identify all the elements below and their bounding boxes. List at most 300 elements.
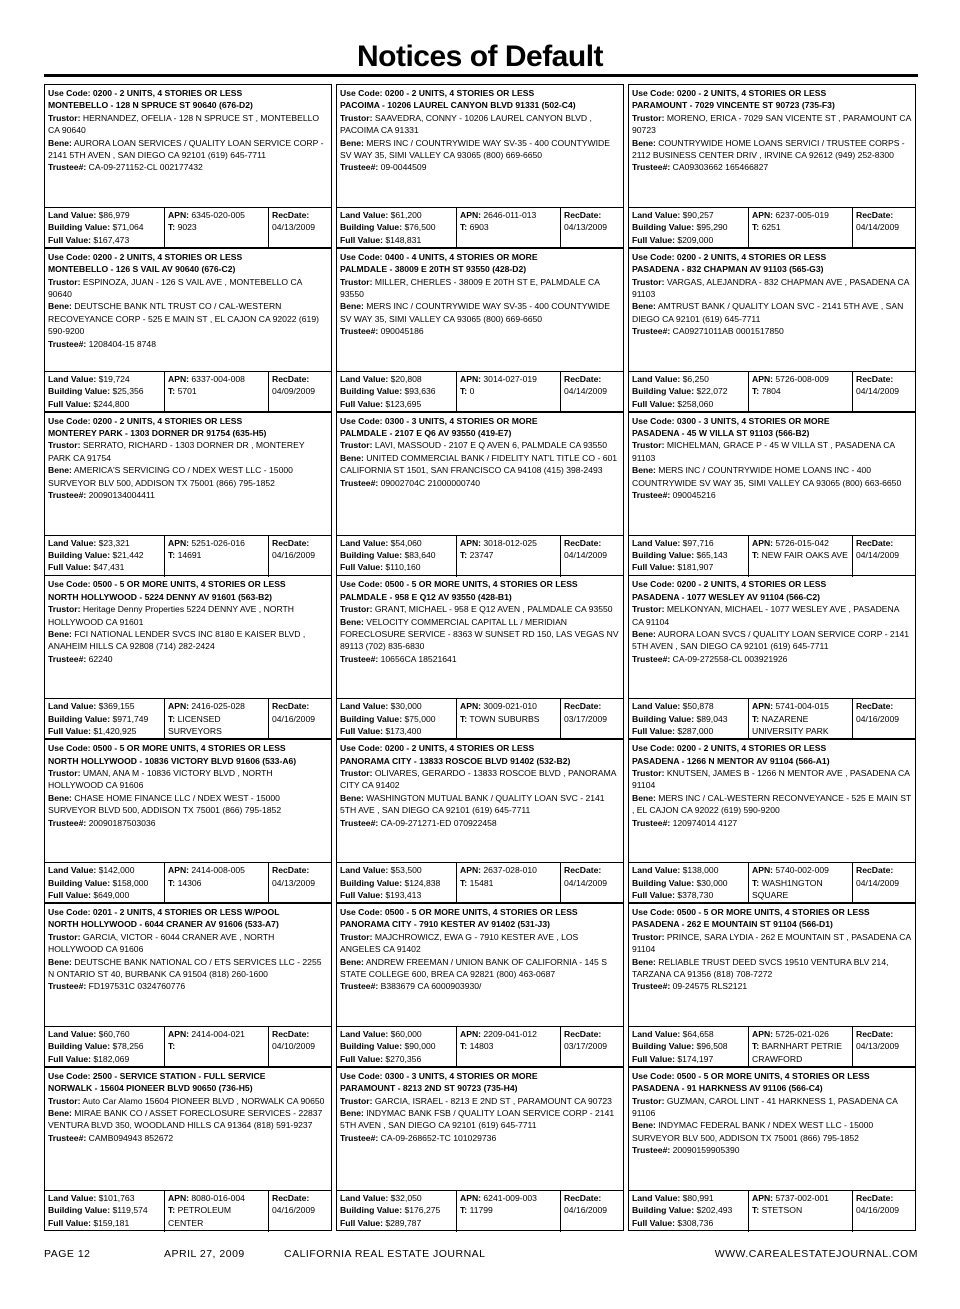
trustee-number: [632, 1144, 912, 1156]
tract: [460, 877, 558, 889]
tract-label: T:: [752, 1041, 760, 1052]
trustor-label: Trustor:: [48, 276, 81, 287]
beneficiary: [48, 792, 328, 817]
recdate-value: 04/14/2009: [564, 877, 608, 888]
notice-description: [340, 578, 620, 696]
use-code: Use Code: 0200 - 2 UNITS, 4 STORIES OR LESS: [632, 88, 827, 98]
building-value-value: $83,640: [404, 550, 436, 560]
beneficiary-value: UNITED COMMERCIAL BANK / FIDELITY NAT'L TITLE CO - 601 CALIFORNIA ST 1501, SAN FRANCISCO CA 94108 (415) 398-2493: [340, 452, 618, 476]
building-value: [632, 1040, 746, 1052]
trustee-number-label: Trustee#:: [48, 981, 87, 992]
building-value: [632, 1204, 746, 1216]
tract-value: TOWN SUBURBS: [469, 713, 540, 724]
tract-label: T:: [168, 550, 176, 560]
tract-label: T:: [752, 877, 760, 888]
trustor-value: KNUTSEN, JAMES B - 1266 N MENTOR AVE , PASADENA CA 91104: [632, 768, 910, 791]
full-value: [48, 234, 162, 246]
beneficiary: [340, 792, 620, 817]
recdate-cell: [561, 1191, 625, 1232]
apn-cell: [165, 1027, 269, 1068]
full-value: [48, 725, 162, 737]
trustee-number-value: 20090187503036: [88, 817, 156, 828]
tract-value: 6251: [761, 222, 781, 233]
recdate-cell: [269, 863, 333, 904]
recdate-value: 04/14/2009: [856, 386, 900, 397]
trustee-number-value: CA-09-272558-CL 003921926: [672, 653, 788, 664]
full-value-label: Full Value:: [340, 398, 383, 409]
notice-card: [336, 412, 624, 576]
trustor: [340, 276, 620, 301]
trustee-number: [48, 817, 328, 829]
tract: [460, 1040, 558, 1052]
land-value-value: $20,808: [390, 373, 422, 384]
page-footer: [44, 1248, 918, 1262]
building-value-value: $78,256: [112, 1041, 144, 1052]
apn-cell: [749, 1191, 853, 1232]
tract: [168, 1040, 266, 1052]
full-value-label: Full Value:: [632, 890, 675, 900]
trustor-label: Trustor:: [48, 768, 81, 778]
trustee-number-label: Trustee#:: [632, 326, 671, 337]
apn-cell: [749, 536, 853, 577]
land-value-value: $30,000: [390, 701, 422, 712]
trustee-number: [48, 338, 328, 350]
values-cell: [629, 863, 749, 904]
full-value-label: Full Value:: [48, 890, 91, 900]
trustee-number: [340, 325, 620, 337]
apn-value: 8080-016-004: [191, 1192, 245, 1203]
trustee-number: [632, 817, 912, 829]
property-address: PANORAMA CITY - 13833 ROSCOE BLVD 91402 (532-B2): [340, 755, 571, 766]
values-cell: [337, 1027, 457, 1068]
beneficiary-value: AURORA LOAN SVCS / QUALITY LOAN SERVICE CORP - 2141 5TH AVEN , SAN DIEGO CA 92101 (619) 645-7711: [632, 629, 910, 652]
land-value: [48, 373, 162, 385]
apn-label: APN:: [752, 210, 774, 220]
use-code: Use Code: 0200 - 2 UNITS, 4 STORIES OR LESS: [632, 251, 827, 262]
recdate-cell: [561, 699, 625, 740]
full-value: [48, 1053, 162, 1065]
recdate-value: 04/09/2009: [272, 386, 316, 397]
notice-description: [340, 1070, 620, 1188]
trustee-number: [340, 817, 620, 829]
values-cell: [629, 1027, 749, 1068]
trustor-label: Trustor:: [48, 112, 81, 123]
building-value-value: $65,143: [696, 550, 728, 560]
values-cell: [337, 699, 457, 740]
apn: [168, 373, 266, 385]
tract: [460, 713, 558, 725]
recdate-label: RecDate:: [856, 210, 894, 220]
full-value-value: $193,413: [385, 890, 422, 900]
recdate-value: 04/16/2009: [564, 1205, 608, 1216]
trustee-number-value: 09002704C 21000000740: [380, 477, 481, 488]
beneficiary-label: Bene:: [48, 301, 72, 312]
land-value-label: Land Value:: [48, 1029, 97, 1039]
notice-description: [48, 906, 328, 1024]
trustor-value: MILLER, CHERLES - 38009 E 20TH ST E, PALMDALE CA 93550: [340, 276, 600, 300]
notice-card: [336, 739, 624, 903]
trustee-number-value: FD197531C 0324760776: [88, 981, 186, 992]
recdate-cell: [269, 208, 333, 249]
trustor: [340, 1095, 620, 1107]
full-value-value: $308,736: [677, 1217, 714, 1228]
tract-value: LICENSED SURVEYORS: [168, 713, 222, 737]
apn: [752, 373, 850, 385]
tract-value: 5701: [177, 386, 197, 397]
full-value: [48, 561, 162, 573]
beneficiary: [632, 956, 912, 981]
tract-value: WASH1NGTON SQUARE: [752, 877, 823, 900]
full-value-label: Full Value:: [340, 1053, 383, 1064]
trustor-value: MELKONYAN, MICHAEL - 1077 WESLEY AVE , PASADENA CA 91104: [632, 604, 899, 627]
land-value: [48, 1028, 162, 1040]
footer-publication: CALIFORNIA REAL ESTATE JOURNAL: [284, 1248, 486, 1260]
trustor-label: Trustor:: [48, 1095, 81, 1106]
beneficiary: [632, 1119, 912, 1144]
recdate-label: RecDate:: [856, 373, 894, 384]
full-value-value: $287,000: [677, 726, 714, 737]
apn: [752, 209, 850, 221]
full-value: [340, 561, 454, 573]
building-value-label: Building Value:: [340, 877, 403, 888]
land-value-label: Land Value:: [632, 537, 681, 548]
notice-description: [340, 251, 620, 369]
property-address: MONTEBELLO - 126 S VAIL AV 90640 (676-C2): [48, 264, 236, 275]
tract: [460, 385, 558, 397]
beneficiary: [340, 452, 620, 477]
beneficiary: [632, 628, 912, 653]
values-cell: [45, 208, 165, 249]
land-value-value: $19,724: [98, 373, 130, 384]
beneficiary: [340, 616, 620, 653]
building-value-label: Building Value:: [632, 1205, 695, 1216]
apn-label: APN:: [752, 1192, 774, 1203]
trustee-number-value: 090045186: [380, 326, 424, 337]
trustor-label: Trustor:: [340, 440, 373, 451]
building-value-value: $25,356: [112, 386, 144, 397]
trustor: [340, 931, 620, 956]
notice-stats: [45, 698, 331, 740]
full-value-value: $1,420,925: [93, 726, 137, 737]
trustee-number-label: Trustee#:: [48, 338, 87, 349]
trustee-number-label: Trustee#:: [632, 981, 671, 992]
land-value: [340, 700, 454, 712]
apn-value: 5741-004-015: [775, 701, 829, 712]
recdate-cell: [853, 208, 917, 249]
beneficiary-value: INDYMAC BANK FSB / QUALITY LOAN SERVICE CORP - 2141 5TH AVEN , SAN DIEGO CA 92101 (619) 645-7711: [340, 1108, 615, 1131]
building-value-label: Building Value:: [340, 1205, 403, 1216]
apn-value: 2209-041-012: [483, 1029, 537, 1039]
notice-card: [628, 84, 916, 248]
trustee-number: [340, 477, 620, 489]
notice-card: [628, 575, 916, 739]
full-value-label: Full Value:: [48, 562, 91, 573]
full-value: [340, 1053, 454, 1065]
trustee-number-label: Trustee#:: [48, 653, 87, 664]
recdate-label: RecDate:: [272, 537, 310, 548]
apn: [168, 864, 266, 876]
recdate-value: 04/14/2009: [856, 550, 900, 560]
trustee-number-value: 62240: [88, 653, 113, 664]
beneficiary-label: Bene:: [340, 137, 364, 148]
apn-value: 5251-026-016: [191, 537, 245, 548]
apn-value: 2416-025-028: [191, 701, 245, 712]
tract-value: 14691: [177, 550, 202, 560]
tract-label: T:: [168, 222, 176, 233]
notice-stats: [45, 207, 331, 249]
apn-cell: [457, 1027, 561, 1068]
full-value-label: Full Value:: [340, 1217, 383, 1228]
building-value-value: $202,493: [696, 1205, 733, 1216]
land-value-value: $60,760: [98, 1029, 130, 1039]
land-value-value: $80,991: [682, 1192, 714, 1203]
apn-cell: [457, 863, 561, 904]
beneficiary-value: DEUTSCHE BANK NATIONAL CO / ETS SERVICES LLC - 2255 N ONTARIO ST 40, BURBANK CA 91504 (818) 260-1600: [48, 956, 322, 980]
trustor-label: Trustor:: [632, 440, 665, 451]
trustor-value: HERNANDEZ, OFELIA - 128 N SPRUCE ST , MONTEBELLO CA 90640: [48, 112, 320, 136]
recdate-cell: [561, 863, 625, 904]
trustor-label: Trustor:: [48, 604, 81, 615]
building-value: [340, 1204, 454, 1216]
full-value-value: $649,000: [93, 890, 130, 900]
full-value-label: Full Value:: [340, 562, 383, 573]
trustee-number-label: Trustee#:: [340, 477, 379, 488]
notice-stats: [45, 1190, 331, 1232]
tract-label: T:: [168, 386, 176, 397]
apn-label: APN:: [168, 373, 190, 384]
trustee-number: [340, 161, 620, 173]
trustee-number-value: CA09271011AB 0001517850: [672, 326, 784, 337]
tract-value: 11799: [469, 1205, 493, 1216]
trustee-number-value: 1208404-15 8748: [88, 338, 156, 349]
recdate-value: 04/16/2009: [272, 1205, 316, 1216]
trustee-number-label: Trustee#:: [340, 981, 379, 992]
trustor: [48, 603, 328, 628]
full-value: [340, 889, 454, 901]
trustee-number: [48, 653, 328, 665]
building-value-value: $30,000: [696, 877, 728, 888]
full-value-value: $173,400: [385, 726, 422, 737]
tract-label: T:: [460, 386, 468, 397]
trustor: [340, 767, 620, 792]
trustor: [340, 603, 620, 615]
trustee-number-value: CA-09-271271-ED 070922458: [380, 817, 497, 828]
trustee-number: [340, 980, 620, 992]
land-value-label: Land Value:: [632, 1029, 681, 1039]
land-value-label: Land Value:: [340, 210, 389, 220]
notice-description: [48, 578, 328, 696]
recdate-value: 04/13/2009: [856, 1041, 900, 1052]
tract-label: T:: [168, 713, 176, 724]
trustee-number: [632, 980, 912, 992]
apn-value: 2637-028-010: [483, 865, 537, 876]
apn-value: 5725-021-026: [775, 1029, 829, 1039]
full-value: [632, 398, 746, 410]
property-address: PALMDALE - 958 E Q12 AV 93550 (428-B1): [340, 591, 512, 602]
land-value-label: Land Value:: [48, 1192, 97, 1203]
apn-value: 2414-008-005: [191, 865, 245, 876]
building-value: [48, 877, 162, 889]
land-value-label: Land Value:: [340, 865, 389, 876]
tract-value: STETSON: [761, 1205, 803, 1216]
land-value: [340, 373, 454, 385]
full-value-value: $148,831: [385, 234, 422, 245]
beneficiary-value: MERS INC / COUNTRYWIDE WAY SV-35 - 400 COUNTYWIDE SV WAY 35, SIMI VALLEY CA 93065 (800) 669-6650: [340, 137, 610, 161]
building-value-label: Building Value:: [632, 877, 695, 888]
apn: [168, 209, 266, 221]
trustor-value: SAAVEDRA, CONNY - 10206 LAUREL CANYON BLVD , PACOIMA CA 91331: [340, 112, 592, 136]
trustee-number-value: 09-24575 RLS2121: [672, 981, 748, 992]
notice-column: [628, 84, 916, 1234]
apn-cell: [749, 863, 853, 904]
land-value-label: Land Value:: [632, 210, 681, 220]
notice-description: [340, 415, 620, 533]
trustor: [632, 276, 912, 301]
recdate-cell: [853, 1191, 917, 1232]
apn-value: 5740-002-009: [775, 865, 829, 876]
full-value: [632, 1217, 746, 1229]
building-value: [632, 385, 746, 397]
values-cell: [45, 699, 165, 740]
trustor-value: MICHELMAN, GRACE P - 45 W VILLA ST , PASADENA CA 91103: [632, 440, 895, 463]
building-value: [48, 713, 162, 725]
notice-stats: [629, 1190, 915, 1232]
building-value: [632, 549, 746, 561]
trustor: [632, 767, 912, 792]
beneficiary-label: Bene:: [48, 792, 72, 803]
beneficiary-value: COUNTRYWIDE HOME LOANS SERVICI / TRUSTEE CORPS - 2112 BUSINESS CENTER DRIV , IRVINE CA 92612 (949) 252-8300: [632, 137, 905, 161]
building-value-label: Building Value:: [632, 222, 695, 233]
full-value: [48, 889, 162, 901]
land-value-value: $50,878: [682, 701, 714, 712]
land-value-value: $6,250: [682, 373, 709, 384]
beneficiary-label: Bene:: [632, 465, 656, 476]
land-value-label: Land Value:: [48, 701, 97, 712]
full-value: [632, 234, 746, 246]
footer-website[interactable]: WWW.CAREALESTATEJOURNAL.COM: [714, 1248, 918, 1260]
trustee-number: [632, 489, 912, 501]
apn-cell: [165, 372, 269, 413]
tract-label: T:: [168, 877, 176, 888]
land-value: [340, 537, 454, 549]
tract-value: 9023: [177, 222, 197, 233]
apn-label: APN:: [752, 1029, 774, 1039]
notice-card: [336, 903, 624, 1067]
beneficiary-value: MERS INC / COUNTRYWIDE HOME LOANS INC - 400 COUNTRYWIDE SV WAY 35, SIMI VALLEY CA 93065 (800) 663-6650: [632, 465, 902, 488]
property-address: PASADENA - 45 W VILLA ST 91103 (566-B2): [632, 428, 810, 438]
beneficiary: [340, 137, 620, 162]
building-value-value: $96,508: [696, 1041, 728, 1052]
building-value-value: $21,442: [112, 550, 144, 560]
trustor-value: PRINCE, SARA LYDIA - 262 E MOUNTAIN ST , PASADENA CA 91104: [632, 931, 911, 955]
trustor-label: Trustor:: [48, 440, 81, 451]
tract-label: T:: [752, 713, 760, 724]
trustee-number-label: Trustee#:: [632, 1145, 671, 1156]
tract: [460, 1204, 558, 1216]
land-value-value: $23,321: [98, 537, 130, 548]
land-value-value: $90,257: [682, 210, 714, 220]
notice-stats: [629, 698, 915, 740]
trustor: [48, 112, 328, 137]
notice-stats: [337, 1190, 623, 1232]
land-value: [48, 209, 162, 221]
property-address: PALMDALE - 38009 E 20TH ST 93550 (428-D2): [340, 264, 527, 275]
beneficiary: [48, 137, 328, 162]
property-address: PACOIMA - 10206 LAUREL CANYON BLVD 91331 (502-C4): [340, 100, 576, 111]
land-value-label: Land Value:: [340, 1192, 389, 1203]
tract-label: T:: [752, 1205, 760, 1216]
beneficiary-label: Bene:: [340, 301, 364, 312]
notice-stats: [45, 862, 331, 904]
full-value-label: Full Value:: [632, 234, 675, 245]
apn-cell: [749, 1027, 853, 1068]
apn-cell: [457, 372, 561, 413]
land-value-label: Land Value:: [48, 537, 97, 548]
recdate-value: 04/14/2009: [564, 386, 608, 397]
land-value: [340, 1028, 454, 1040]
full-value-value: $182,069: [93, 1053, 130, 1064]
building-value-label: Building Value:: [632, 550, 695, 560]
apn-label: APN:: [460, 865, 482, 876]
apn-label: APN:: [460, 1192, 482, 1203]
property-address: NORTH HOLLYWOOD - 5224 DENNY AV 91601 (563-B2): [48, 591, 272, 602]
recdate-value: 04/16/2009: [856, 1205, 900, 1216]
apn-label: APN:: [168, 210, 190, 220]
use-code: Use Code: 0200 - 2 UNITS, 4 STORIES OR LESS: [632, 743, 827, 754]
title-rule: [44, 74, 918, 77]
tract: [752, 385, 850, 397]
trustee-number-label: Trustee#:: [48, 490, 87, 501]
notice-stats: [337, 371, 623, 413]
notice-card: [44, 903, 332, 1067]
trustee-number: [632, 161, 912, 173]
beneficiary-label: Bene:: [48, 137, 72, 148]
beneficiary: [48, 956, 328, 981]
property-address: PARAMOUNT - 8213 2ND ST 90723 (735-H4): [340, 1083, 518, 1094]
apn: [752, 537, 850, 549]
trustor-value: Heritage Denny Properties 5224 DENNY AVE , NORTH HOLLYWOOD CA 91601: [48, 604, 294, 627]
land-value: [632, 373, 746, 385]
trustee-number-value: 120974014 4127: [672, 817, 738, 828]
building-value: [340, 221, 454, 233]
recdate-label: RecDate:: [272, 1029, 310, 1039]
property-address: PALMDALE - 2107 E Q6 AV 93550 (419-E7): [340, 428, 512, 438]
recdate-cell: [853, 372, 917, 413]
use-code: Use Code: 0200 - 2 UNITS, 4 STORIES OR LESS: [340, 743, 535, 754]
trustor: [48, 1095, 328, 1107]
tract: [168, 221, 266, 233]
apn: [460, 209, 558, 221]
notice-description: [632, 87, 912, 205]
beneficiary-value: RELIABLE TRUST DEED SVCS 19510 VENTURA BLV 214, TARZANA CA 91356 (818) 708-7272: [632, 956, 889, 980]
land-value: [632, 1028, 746, 1040]
values-cell: [45, 372, 165, 413]
tract: [752, 1204, 850, 1216]
trustee-number: [632, 325, 912, 337]
tract-label: T:: [460, 550, 468, 560]
full-value-label: Full Value:: [632, 562, 675, 573]
full-value: [340, 234, 454, 246]
building-value: [632, 713, 746, 725]
notice-stats: [629, 207, 915, 249]
trustee-number-label: Trustee#:: [48, 817, 87, 828]
apn-label: APN:: [752, 373, 774, 384]
notice-description: [48, 251, 328, 369]
building-value: [48, 549, 162, 561]
tract-value: 0: [469, 386, 475, 397]
recdate-label: RecDate:: [856, 701, 894, 712]
apn-cell: [749, 372, 853, 413]
